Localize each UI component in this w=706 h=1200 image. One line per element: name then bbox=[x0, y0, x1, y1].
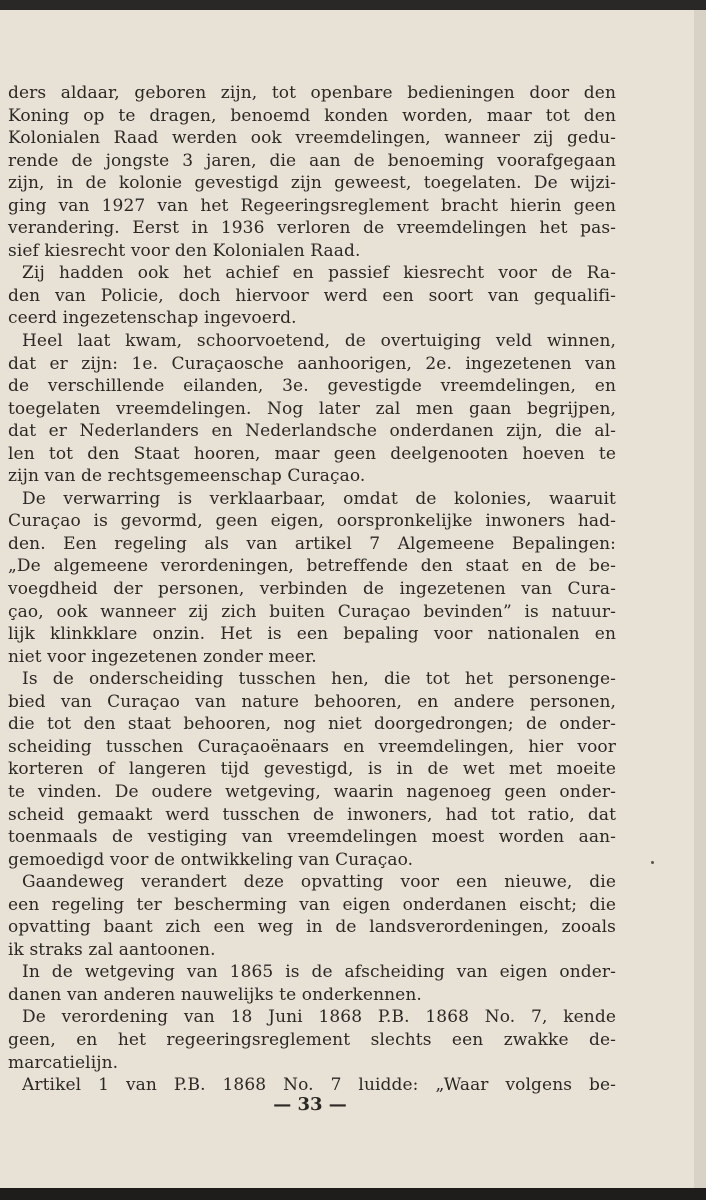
text-line: een regeling ter bescherming van eigen onderdanen eischt; die bbox=[8, 894, 616, 915]
text-line: Koning op te dragen, benoemd konden worden, maar tot den bbox=[8, 105, 616, 126]
scan-border bbox=[0, 1188, 706, 1200]
text-line: zijn van de rechtsgemeenschap Curaçao. bbox=[8, 466, 366, 487]
text-line: korteren of langeren tijd gevestigd, is in de wet met moeite bbox=[8, 759, 616, 780]
text-line: çao, ook wanneer zij zich buiten Curaçao bevinden” is natuur- bbox=[8, 601, 616, 622]
text-line: Is de onderscheiding tusschen hen, die tot het personenge- bbox=[22, 669, 616, 690]
text-line: scheid gemaakt werd tusschen de inwoners, had tot ratio, dat bbox=[8, 804, 616, 825]
text-line: niet voor ingezetenen zonder meer. bbox=[8, 646, 317, 667]
text-line: lijk klinkklare onzin. Het is een bepaling voor nationalen en bbox=[8, 624, 616, 645]
text-line: Kolonialen Raad werden ook vreemdelingen, wanneer zij gedu- bbox=[8, 128, 616, 149]
page-edge bbox=[694, 10, 706, 1188]
text-line: Heel laat kwam, schoorvoetend, de overtuiging veld winnen, bbox=[22, 331, 616, 352]
text-line: ceerd ingezetenschap ingevoerd. bbox=[8, 308, 297, 329]
text-line: sief kiesrecht voor den Kolonialen Raad. bbox=[8, 240, 361, 261]
text-line: De verwarring is verklaarbaar, omdat de kolonies, waaruit bbox=[22, 488, 616, 509]
text-line: zijn, in de kolonie gevestigd zijn geweest, toegelaten. De wijzi- bbox=[8, 173, 616, 194]
text-line: rende de jongste 3 jaren, die aan de benoeming voorafgegaan bbox=[8, 150, 616, 171]
text-line: In de wetgeving van 1865 is de afscheiding van eigen onder- bbox=[22, 962, 616, 983]
text-line: die tot den staat behooren, nog niet doorgedrongen; de onder- bbox=[8, 714, 616, 735]
text-line: voegdheid der personen, verbinden de ingezetenen van Cura- bbox=[8, 579, 616, 600]
text-line: den van Policie, doch hiervoor werd een soort van gequalifi- bbox=[8, 285, 616, 306]
text-line: ders aldaar, geboren zijn, tot openbare bedieningen door den bbox=[8, 83, 616, 103]
text-line: danen van anderen nauwelijks te onderkennen. bbox=[8, 984, 422, 1005]
text-line: Zij hadden ook het achief en passief kiesrecht voor de Ra- bbox=[22, 263, 616, 284]
text-line: bied van Curaçao van nature behooren, en andere personen, bbox=[8, 691, 616, 712]
text-line: gemoedigd voor de ontwikkeling van Curaçao. bbox=[8, 849, 414, 870]
text-line: dat er Nederlanders en Nederlandsche onderdanen zijn, die al- bbox=[8, 421, 616, 442]
text-line: marcatielijn. bbox=[8, 1052, 119, 1073]
text-line: „De algemeene verordeningen, betreffende den staat en de be- bbox=[8, 556, 616, 577]
text-line: Gaandeweg verandert deze opvatting voor een nieuwe, die bbox=[22, 872, 616, 893]
text-line: ik straks zal aantoonen. bbox=[8, 939, 216, 960]
body-text bbox=[8, 82, 616, 1097]
text-line: de verschillende eilanden, 3e. gevestigde vreemdelingen, en bbox=[8, 376, 616, 397]
speck-mark bbox=[651, 861, 654, 864]
text-line: dat er zijn: 1e. Curaçaosche aanhoorigen, 2e. ingezetenen van bbox=[8, 353, 616, 374]
text-line: ging van 1927 van het Regeeringsreglement bracht hierin geen bbox=[8, 195, 616, 216]
text-line: Artikel 1 van P.B. 1868 No. 7 luidde: „Waar volgens be- bbox=[22, 1075, 616, 1096]
text-line: Curaçao is gevormd, geen eigen, oorspronkelijke inwoners had- bbox=[8, 511, 616, 532]
text-line: geen, en het regeeringsreglement slechts een zwakke de- bbox=[8, 1029, 616, 1050]
text-line: verandering. Eerst in 1936 verloren de vreemdelingen het pas- bbox=[8, 218, 616, 239]
text-line: len tot den Staat hooren, maar geen deelgenooten hoeven te bbox=[8, 443, 616, 464]
text-line: den. Een regeling als van artikel 7 Algemeene Bepalingen: bbox=[8, 533, 616, 554]
text-line: De verordening van 18 Juni 1868 P.B. 1868 No. 7, kende bbox=[22, 1007, 616, 1028]
text-line: opvatting baant zich een weg in de landsverordeningen, zooals bbox=[8, 917, 616, 938]
page-number: — 33 — bbox=[273, 1094, 347, 1115]
text-line: toegelaten vreemdelingen. Nog later zal men gaan begrijpen, bbox=[8, 398, 616, 419]
text-line: scheiding tusschen Curaçaoënaars en vreemdelingen, hier voor bbox=[8, 736, 616, 757]
text-line: te vinden. De oudere wetgeving, waarin nagenoeg geen onder- bbox=[8, 781, 616, 802]
text-line: toenmaals de vestiging van vreemdelingen moest worden aan- bbox=[8, 827, 616, 848]
